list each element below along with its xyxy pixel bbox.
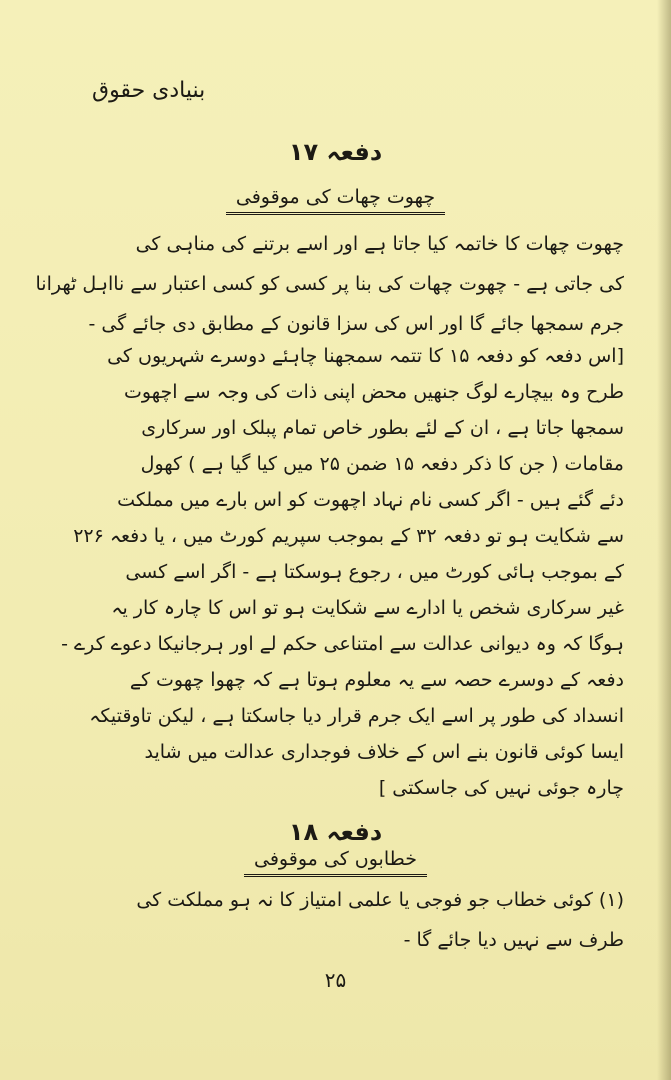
section-18-subheading-text: خطابوں کی موقوفی <box>244 848 427 877</box>
body-line: طرف سے نہیں دیا جائے گا - <box>403 929 624 951</box>
commentary-line: چارہ جوئی نہیں کی جاسکتی ] <box>378 777 624 799</box>
section-18-heading: دفعہ ۱۸ <box>288 818 383 846</box>
body-line: جرم سمجھا جائے گا اور اس کی سزا قانون کے مطابق دی جائے گی - <box>88 313 624 335</box>
commentary-line: ایسا کوئی قانون بنے اس کے خلاف فوجداری عدالت میں شاید <box>144 741 624 763</box>
running-head: بنیادی حقوق <box>92 78 206 103</box>
body-line: چھوت چھات کا خاتمہ کیا جاتا ہے اور اسے برتنے کی مناہی کی <box>135 233 624 255</box>
section-17-subheading <box>0 186 671 215</box>
commentary-line: کے بموجب ہائی کورٹ میں ، رجوع ہوسکتا ہے - اگر اسے کسی <box>125 561 624 583</box>
section-18-subheading <box>0 848 671 877</box>
commentary-line: ہوگا کہ وہ دیوانی عدالت سے امتناعی حکم لے اور ہرجانیکا دعوے کرے - <box>61 633 624 655</box>
body-line: کی جاتی ہے - چھوت چھات کی بنا پر کسی کو کسی اعتبار سے نااہل ٹھرانا <box>36 273 624 295</box>
commentary-line: غیر سرکاری شخص یا ادارے سے شکایت ہو تو اس کا چارہ کار یہ <box>111 597 624 619</box>
commentary-line: دئے گئے ہیں - اگر کسی نام نہاد اچھوت کو اس بارے میں مملکت <box>117 489 624 511</box>
commentary-line: دفعہ کے دوسرے حصہ سے یہ معلوم ہوتا ہے کہ چھوا چھوت کے <box>129 669 624 691</box>
section-17-body <box>36 224 624 344</box>
commentary-line: انسداد کی طور پر اسے ایک جرم قرار دیا جاسکتا ہے ، لیکن تاوقتیکہ <box>89 705 624 727</box>
page-number: ۲۵ <box>324 968 347 992</box>
section-18-body <box>36 880 624 960</box>
commentary-line: سمجھا جاتا ہے ، ان کے لئے بطور خاص تمام پبلک اور سرکاری <box>141 417 624 439</box>
body-line: (۱) کوئی خطاب جو فوجی یا علمی امتیاز کا نہ ہو مملکت کی <box>136 889 624 911</box>
commentary-line: سے شکایت ہو تو دفعہ ۳۲ کے بموجب سپریم کورٹ میں ، یا دفعہ ۲۲۶ <box>73 525 624 547</box>
section-17-subheading-text: چھوت چھات کی موقوفی <box>226 186 445 215</box>
commentary-line: [اس دفعہ کو دفعہ ۱۵ کا تتمہ سمجھنا چاہئے دوسرے شہریوں کی <box>107 345 624 367</box>
commentary-line: طرح وہ بیچارے لوگ جنھیں محض اپنی ذات کی وجہ سے اچھوت <box>124 381 624 403</box>
commentary-line: مقامات ( جن کا ذکر دفعہ ۱۵ ضمن ۲۵ میں کیا گیا ہے ) کھول <box>140 453 624 475</box>
section-17-commentary <box>36 338 624 806</box>
section-17-heading: دفعہ ۱۷ <box>288 138 383 166</box>
